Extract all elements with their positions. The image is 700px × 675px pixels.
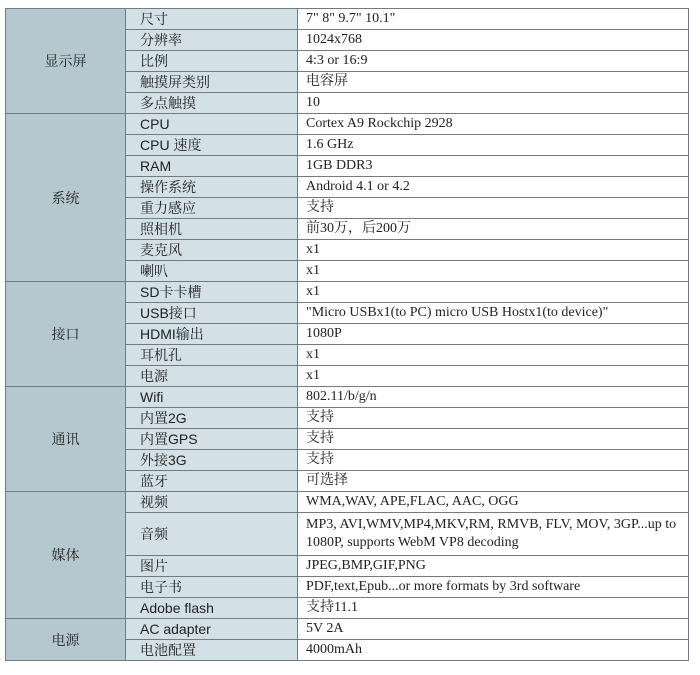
spec-key-cell: 内置GPS <box>126 429 298 450</box>
spec-value-cell: 5V 2A <box>298 619 689 640</box>
spec-value-cell: 1024x768 <box>298 30 689 51</box>
spec-value-cell: 电容屏 <box>298 72 689 93</box>
spec-value-cell: PDF,text,Epub...or more formats by 3rd software <box>298 577 689 598</box>
spec-key-cell: 喇叭 <box>126 261 298 282</box>
spec-key-cell: 耳机孔 <box>126 345 298 366</box>
spec-value-cell: 支持 <box>298 408 689 429</box>
spec-key-cell: 内置2G <box>126 408 298 429</box>
spec-key-cell: CPU <box>126 114 298 135</box>
spec-key-cell: 照相机 <box>126 219 298 240</box>
spec-key-cell: 电子书 <box>126 577 298 598</box>
spec-value-cell: JPEG,BMP,GIF,PNG <box>298 556 689 577</box>
spec-value-cell: x1 <box>298 345 689 366</box>
spec-value-cell: 4:3 or 16:9 <box>298 51 689 72</box>
category-cell: 显示屏 <box>6 9 126 114</box>
spec-value-cell: 1GB DDR3 <box>298 156 689 177</box>
category-cell: 媒体 <box>6 492 126 619</box>
spec-value-cell: WMA,WAV, APE,FLAC, AAC, OGG <box>298 492 689 513</box>
spec-value-cell: 10 <box>298 93 689 114</box>
spec-key-cell: 操作系统 <box>126 177 298 198</box>
spec-key-cell: SD卡卡槽 <box>126 282 298 303</box>
spec-row <box>6 114 689 135</box>
spec-value-cell: x1 <box>298 366 689 387</box>
spec-value-cell: 前30万，后200万 <box>298 219 689 240</box>
spec-value-cell: x1 <box>298 282 689 303</box>
category-cell: 系统 <box>6 114 126 282</box>
spec-value-cell: 支持 <box>298 198 689 219</box>
category-cell: 通讯 <box>6 387 126 492</box>
spec-key-cell: RAM <box>126 156 298 177</box>
spec-value-cell: 支持11.1 <box>298 598 689 619</box>
spec-value-cell: 支持 <box>298 450 689 471</box>
spec-key-cell: 尺寸 <box>126 9 298 30</box>
spec-value-cell: 支持 <box>298 429 689 450</box>
spec-key-cell: 重力感应 <box>126 198 298 219</box>
spec-key-cell: 分辨率 <box>126 30 298 51</box>
spec-key-cell: USB接口 <box>126 303 298 324</box>
spec-key-cell: 比例 <box>126 51 298 72</box>
spec-value-cell: 4000mAh <box>298 640 689 661</box>
spec-key-cell: AC adapter <box>126 619 298 640</box>
spec-value-cell: MP3, AVI,WMV,MP4,MKV,RM, RMVB, FLV, MOV, 3GP...up to 1080P, supports WebM VP8 decoding <box>298 513 689 556</box>
spec-row <box>6 282 689 303</box>
spec-value-cell: 7" 8" 9.7" 10.1" <box>298 9 689 30</box>
spec-key-cell: 多点触摸 <box>126 93 298 114</box>
spec-table-body <box>6 9 689 661</box>
spec-key-cell: 蓝牙 <box>126 471 298 492</box>
spec-key-cell: 电源 <box>126 366 298 387</box>
spec-value-cell: x1 <box>298 261 689 282</box>
spec-key-cell: 图片 <box>126 556 298 577</box>
spec-value-cell: Cortex A9 Rockchip 2928 <box>298 114 689 135</box>
spec-key-cell: CPU 速度 <box>126 135 298 156</box>
spec-key-cell: 视频 <box>126 492 298 513</box>
spec-key-cell: 触摸屏类别 <box>126 72 298 93</box>
spec-value-cell: x1 <box>298 240 689 261</box>
spec-value-cell: Android 4.1 or 4.2 <box>298 177 689 198</box>
spec-key-cell: 音频 <box>126 513 298 556</box>
spec-row <box>6 387 689 408</box>
spec-key-cell: 麦克风 <box>126 240 298 261</box>
spec-value-cell: 可选择 <box>298 471 689 492</box>
spec-row <box>6 619 689 640</box>
spec-key-cell: 电池配置 <box>126 640 298 661</box>
spec-value-cell: 1080P <box>298 324 689 345</box>
spec-key-cell: Wifi <box>126 387 298 408</box>
spec-table <box>5 8 689 661</box>
spec-value-cell: 1.6 GHz <box>298 135 689 156</box>
spec-key-cell: Adobe flash <box>126 598 298 619</box>
category-cell: 电源 <box>6 619 126 661</box>
spec-key-cell: HDMI输出 <box>126 324 298 345</box>
category-cell: 接口 <box>6 282 126 387</box>
spec-key-cell: 外接3G <box>126 450 298 471</box>
spec-value-cell: 802.11/b/g/n <box>298 387 689 408</box>
spec-value-cell: "Micro USBx1(to PC) micro USB Hostx1(to device)" <box>298 303 689 324</box>
spec-row <box>6 9 689 30</box>
spec-row <box>6 492 689 513</box>
